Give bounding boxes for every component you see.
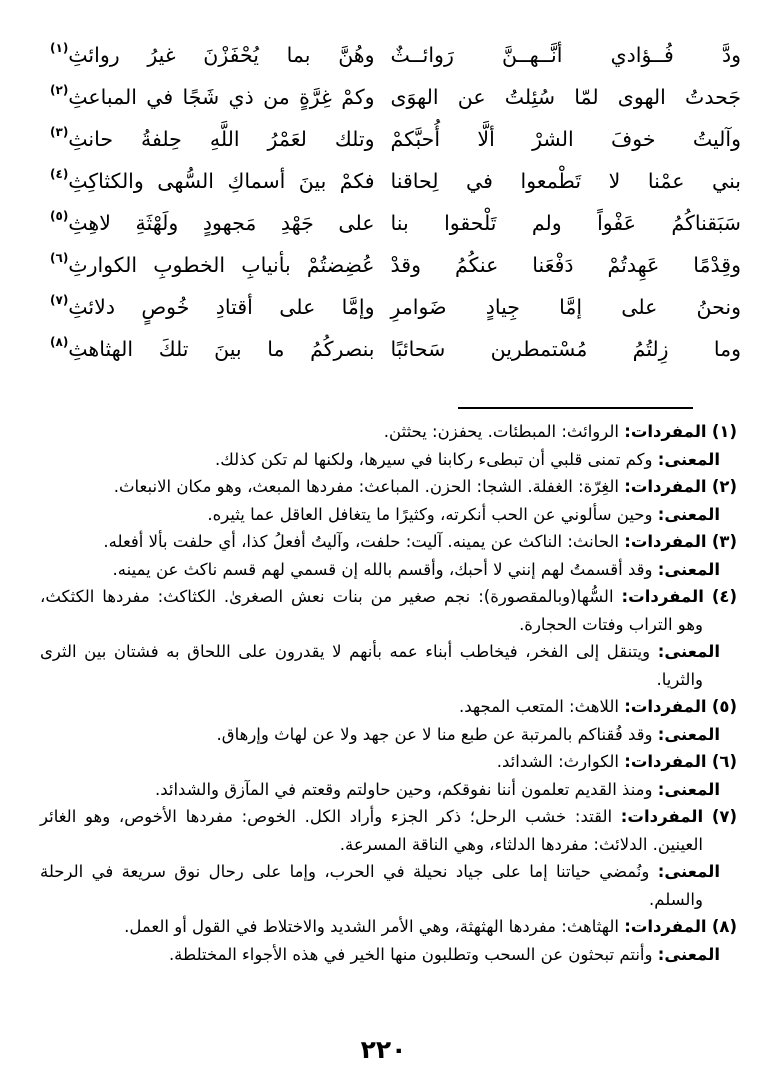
mufradat-text: الكوارث: الشدائد. (496, 752, 619, 771)
mufradat-label: المفردات: (624, 422, 707, 441)
verse-ajz-text: على جَهْدِ مَجهودٍ ولَهْثَةِ لاهِثِ (68, 211, 375, 235)
verse-sadr: ونحنُ على إمَّا جِيادٍ ضَوامرِ (390, 295, 741, 319)
mufradat-text: الروائث: المبطئات. يحفزن: يحثثن. (383, 422, 619, 441)
verse-ajz-text: وكمْ غِرَّةٍ من ذي شَجًا في المباعثِ (68, 85, 375, 109)
verse-ajz (50, 295, 375, 319)
footnote (40, 473, 737, 528)
footnote-number: (٦) (711, 752, 737, 771)
footnote-maana (40, 941, 737, 969)
footnote-number: (٧) (711, 807, 737, 826)
footnote-maana (40, 776, 737, 804)
mufradat-text: اللاهث: المتعب المجهد. (458, 697, 619, 716)
footnote-marker: (٨) (50, 335, 69, 350)
mufradat-text: السُّها(وبالمقصورة): نجم صغير من بنات نعش الصغرىٰ. الكثاكث: مفردها الكثكث، وهو التراب وفتات الحجارة. (40, 587, 703, 634)
footnote-number: (٢) (711, 477, 737, 496)
maana-label: المعنى: (657, 559, 720, 579)
verse-sadr: وآليتُ خوفَ الشرْ ألَّا أُحبَّكمْ (390, 127, 741, 151)
poem-verse (50, 160, 741, 202)
footnote-marker: (٥) (50, 209, 69, 224)
maana-text: وقد فُقناكم بالمرتبة عن طبع منا لا عن جهد ولا عن لهاث وإرهاق. (216, 724, 653, 744)
mufradat-label: المفردات: (624, 697, 707, 716)
maana-text: وكم تمنى قلبي أن تبطىء ركابنا في سيرها، ولكنها لم تكن كذلك. (214, 449, 653, 469)
footnote-maana (40, 501, 737, 529)
footnote-marker: (٢) (50, 83, 69, 98)
mufradat-label: المفردات: (624, 532, 707, 551)
maana-label: المعنى: (657, 862, 721, 881)
mufradat-text: الهثاهث: مفردها الهثهثة، وهي الأمر الشديد والاختلاط في القول أو العمل. (124, 917, 619, 936)
footnote-mufradat (40, 693, 737, 721)
maana-text: وحين سألوني عن الحب أنكرته، وكثيرًا ما يتغافل العاقل عما يثيره. (207, 504, 653, 524)
footnote-mufradat (40, 583, 737, 638)
mufradat-label: المفردات: (624, 917, 707, 936)
maana-text: ويتنقل إلى الفخر، فيخاطب أبناء عمه بأنهم لا يقدرون على اللحاق به فشتان بين الثرى والثريا. (40, 642, 703, 689)
verse-ajz-text: وهُنَّ بما يُحْفَزْنَ غيرُ روائثِ (68, 43, 375, 67)
verse-sadr: سَبَقناكُمُ عَفْواً ولم تَلْحقوا بنا (390, 211, 741, 235)
verse-ajz (50, 85, 375, 109)
verse-sadr: ودَّ فُــؤادي أنَّــهــنَّ رَوائــثٌ (390, 43, 741, 67)
footnote (40, 748, 737, 803)
verse-sadr: جَحدتُ الهوى لمّا سُئِلتُ عن الهوَى (390, 85, 741, 109)
maana-text: ونُمضي حياتنا إما على جياد نحيلة في الحرب، وإما على رحال نوق سريعة في الرحلة والسلم. (40, 862, 703, 909)
footnote-maana (40, 858, 737, 913)
mufradat-text: الحانث: الناكث عن يمينه. آليت: حلفت، وآليتُ أفعلُ كذا، أي حلفت بألا أفعله. (103, 532, 619, 551)
mufradat-label: المفردات: (624, 477, 707, 496)
verse-ajz (50, 43, 375, 67)
mufradat-label: المفردات: (621, 587, 704, 606)
poem-verse (50, 118, 741, 160)
page-number: ٢٢٠ (360, 1035, 407, 1064)
footnote (40, 913, 737, 968)
footnote-marker: (٧) (50, 293, 69, 308)
footnotes-block (40, 418, 737, 968)
footnote-mufradat (40, 748, 737, 776)
footnote (40, 528, 737, 583)
verse-ajz-text: وتلك لعَمْرُ اللَّهِ حِلفةُ حانثِ (68, 127, 375, 151)
verse-ajz (50, 253, 375, 277)
verse-ajz-text: بنصركُمُ ما بينَ تلكَ الهثاهثِ (68, 337, 375, 361)
poem-block (50, 34, 741, 370)
mufradat-text: الغِرّة: الغفلة. الشجا: الحزن. المباعث: مفردها المبعث، وهو مكان الانبعاث. (113, 477, 619, 496)
poem-verse (50, 328, 741, 370)
verse-ajz (50, 169, 375, 193)
maana-label: المعنى: (657, 504, 720, 524)
poem-verse (50, 286, 741, 328)
verse-ajz-text: فكمْ بينَ أسماكِ السُّهى والكثاكِثِ (68, 169, 375, 193)
maana-text: ومنذ القديم تعلمون أننا نفوقكم، وحين حاولتم وقعتم في المآزق والشدائد. (154, 779, 653, 799)
footnote (40, 418, 737, 473)
verse-sadr: وما زِلتُمُ مُسْتمطرين سَحائبًا (390, 337, 741, 361)
maana-label: المعنى: (657, 642, 720, 661)
footnote-separator (458, 407, 693, 409)
footnote-marker: (٦) (50, 251, 69, 266)
maana-label: المعنى: (657, 779, 720, 799)
verse-ajz (50, 211, 375, 235)
mufradat-text: القتد: خشب الرحل؛ ذكر الجزء وأراد الكل. الخوص: مفردها الأخوص، وهو الغائر العينين. الدلائث: مفردها الدلثاء، وهي الناقة المسرعة. (40, 807, 703, 854)
maana-label: المعنى: (657, 724, 720, 744)
verse-ajz-text: وإمَّا على أقتادِ خُوصٍ دلائثِ (68, 295, 375, 319)
footnote-mufradat (40, 528, 737, 556)
mufradat-label: المفردات: (624, 752, 707, 771)
footnote-marker: (٣) (50, 125, 69, 140)
poem-verse (50, 76, 741, 118)
footnote-number: (٣) (711, 532, 737, 551)
footnote-number: (٥) (711, 697, 737, 716)
poem-verse (50, 34, 741, 76)
maana-text: وأنتم تبحثون عن السحب وتطلبون منها الخير في هذه الأجواء المختلطة. (168, 944, 653, 964)
footnote (40, 803, 737, 913)
maana-label: المعنى: (657, 944, 720, 964)
poem-verse (50, 202, 741, 244)
verse-ajz-text: عُضِضتُمْ بأنيابِ الخطوبِ الكوارثِ (68, 253, 375, 277)
footnote-mufradat (40, 913, 737, 941)
footnote-mufradat (40, 418, 737, 446)
footnote-mufradat (40, 473, 737, 501)
maana-label: المعنى: (657, 449, 720, 469)
maana-text: وقد أقسمتُ لهم إنني لا أحبك، وأقسم بالله إن قسمي لهم قسم ناكث عن يمينه. (112, 559, 653, 579)
footnote-maana (40, 721, 737, 749)
footnote-maana (40, 638, 737, 693)
footnote-number: (٤) (711, 587, 738, 606)
verse-ajz (50, 337, 375, 361)
verse-ajz (50, 127, 375, 151)
footnote (40, 583, 737, 693)
footnote-mufradat (40, 803, 737, 858)
footnote-maana (40, 446, 737, 474)
footnote-maana (40, 556, 737, 584)
mufradat-label: المفردات: (620, 807, 704, 826)
footnote-marker: (٤) (50, 167, 69, 182)
footnote (40, 693, 737, 748)
footnote-marker: (١) (50, 41, 69, 56)
footnote-number: (١) (711, 422, 737, 441)
poem-verse (50, 244, 741, 286)
verse-sadr: بني عمْنا لا تَطْمعوا في لِحاقنا (390, 169, 741, 193)
footnote-number: (٨) (711, 917, 737, 936)
verse-sadr: وقِدْمًا عَهِدتُمْ دَفْعَنا عنكُمُ وقدْ (390, 253, 741, 277)
